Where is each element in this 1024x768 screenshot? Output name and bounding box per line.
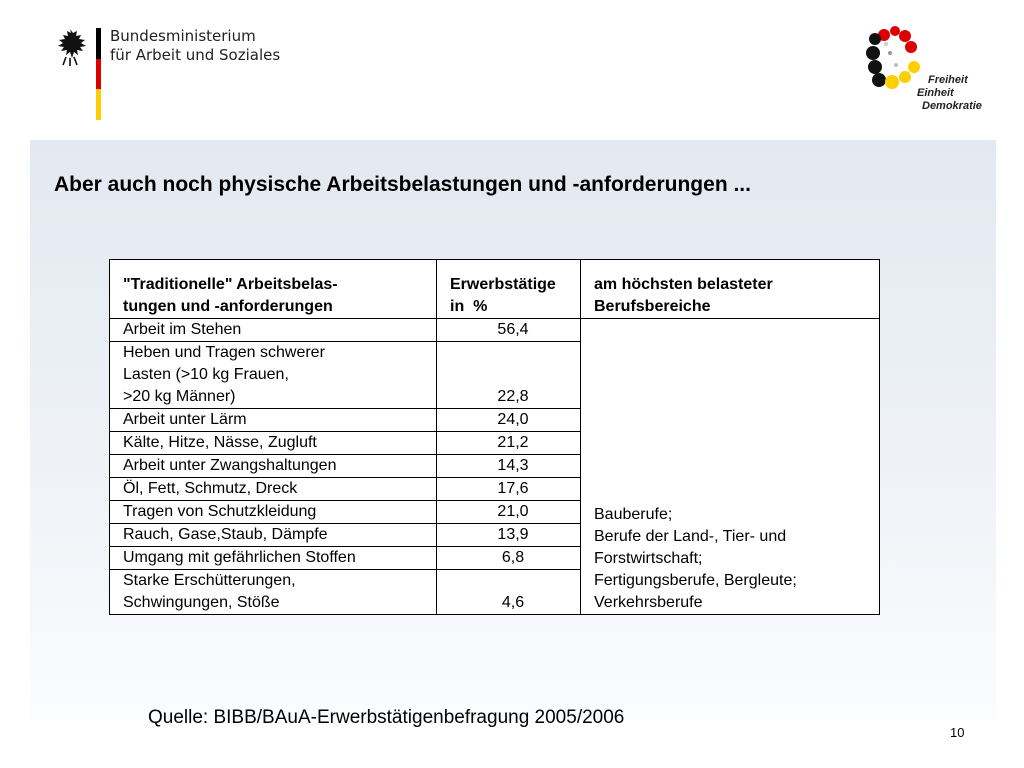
slide-header (0, 0, 1024, 140)
percent-cell: 24,0 (437, 409, 581, 432)
profession-line: Verkehrsberufe (594, 594, 703, 611)
header-workload-line1: "Traditionelle" Arbeitsbelas- (123, 276, 338, 293)
workload-table (109, 259, 880, 615)
ministry-name (110, 27, 280, 65)
workload-cell (110, 319, 437, 342)
profession-line: Berufe der Land-, Tier- und (594, 528, 787, 545)
professions-cell (581, 319, 880, 615)
workload-cell-line: Kälte, Hitze, Nässe, Zugluft (123, 434, 317, 451)
header-professions (581, 260, 880, 319)
percent-cell: 56,4 (437, 319, 581, 342)
percent-cell: 6,8 (437, 547, 581, 570)
workload-cell (110, 570, 437, 615)
workload-cell-line: Starke Erschütterungen, (123, 572, 296, 589)
workload-cell (110, 478, 437, 501)
percent-cell: 21,0 (437, 501, 581, 524)
header-percent-line1: Erwerbstätige (450, 276, 556, 293)
logo-word-einheit: Einheit (917, 87, 954, 99)
workload-cell-line: Heben und Tragen schwerer (123, 344, 325, 361)
header-workload (110, 260, 437, 319)
workload-cell (110, 501, 437, 524)
logo-word-freiheit: Freiheit (928, 74, 968, 86)
header-professions-line2: Berufsbereiche (594, 298, 711, 315)
profession-line: Bauberufe; (594, 506, 673, 523)
workload-cell (110, 342, 437, 409)
workload-cell-line: >20 kg Männer) (123, 388, 236, 405)
workload-cell-line: Umgang mit gefährlichen Stoffen (123, 549, 356, 566)
workload-cell-line: Rauch, Gase,Staub, Dämpfe (123, 526, 328, 543)
table-header-row (110, 260, 880, 319)
workload-cell (110, 455, 437, 478)
header-professions-line1: am höchsten belasteter (594, 276, 773, 293)
percent-cell: 13,9 (437, 524, 581, 547)
federal-eagle-icon (52, 27, 88, 67)
workload-cell-line: Lasten (>10 kg Frauen, (123, 366, 289, 383)
table-row (110, 319, 880, 342)
workload-cell (110, 547, 437, 570)
workload-cell-line: Arbeit im Stehen (123, 321, 242, 338)
header-workload-line2: tungen und -anforderungen (123, 298, 333, 315)
workload-cell-line: Schwingungen, Stöße (123, 594, 280, 611)
header-percent-line2: in % (450, 298, 488, 315)
german-flag-bar (96, 28, 101, 120)
percent-cell: 21,2 (437, 432, 581, 455)
percent-cell: 22,8 (437, 342, 581, 409)
workload-cell (110, 524, 437, 547)
workload-cell (110, 409, 437, 432)
header-percent (437, 260, 581, 319)
profession-line: Forstwirtschaft; (594, 550, 703, 567)
workload-cell-line: Öl, Fett, Schmutz, Dreck (123, 480, 298, 497)
workload-cell-line: Arbeit unter Zwangshaltungen (123, 457, 337, 474)
percent-cell: 4,6 (437, 570, 581, 615)
workload-cell-line: Arbeit unter Lärm (123, 411, 247, 428)
page-number: 10 (950, 725, 965, 740)
source-note: Quelle: BIBB/BAuA-Erwerbstätigenbefragung 2005/2006 (148, 707, 625, 728)
profession-line: Fertigungsberufe, Bergleute; (594, 572, 797, 589)
logo-word-demokratie: Demokratie (922, 100, 982, 112)
percent-cell: 17,6 (437, 478, 581, 501)
table-body (110, 319, 880, 615)
workload-cell-line: Tragen von Schutzkleidung (123, 503, 317, 520)
slide-title: Aber auch noch physische Arbeitsbelastungen und -anforderungen ... (54, 173, 751, 196)
ministry-name-line2: für Arbeit und Soziales (110, 46, 281, 64)
percent-cell: 14,3 (437, 455, 581, 478)
unity-logo (862, 22, 992, 122)
workload-cell (110, 432, 437, 455)
ministry-name-line1: Bundesministerium (110, 27, 256, 45)
